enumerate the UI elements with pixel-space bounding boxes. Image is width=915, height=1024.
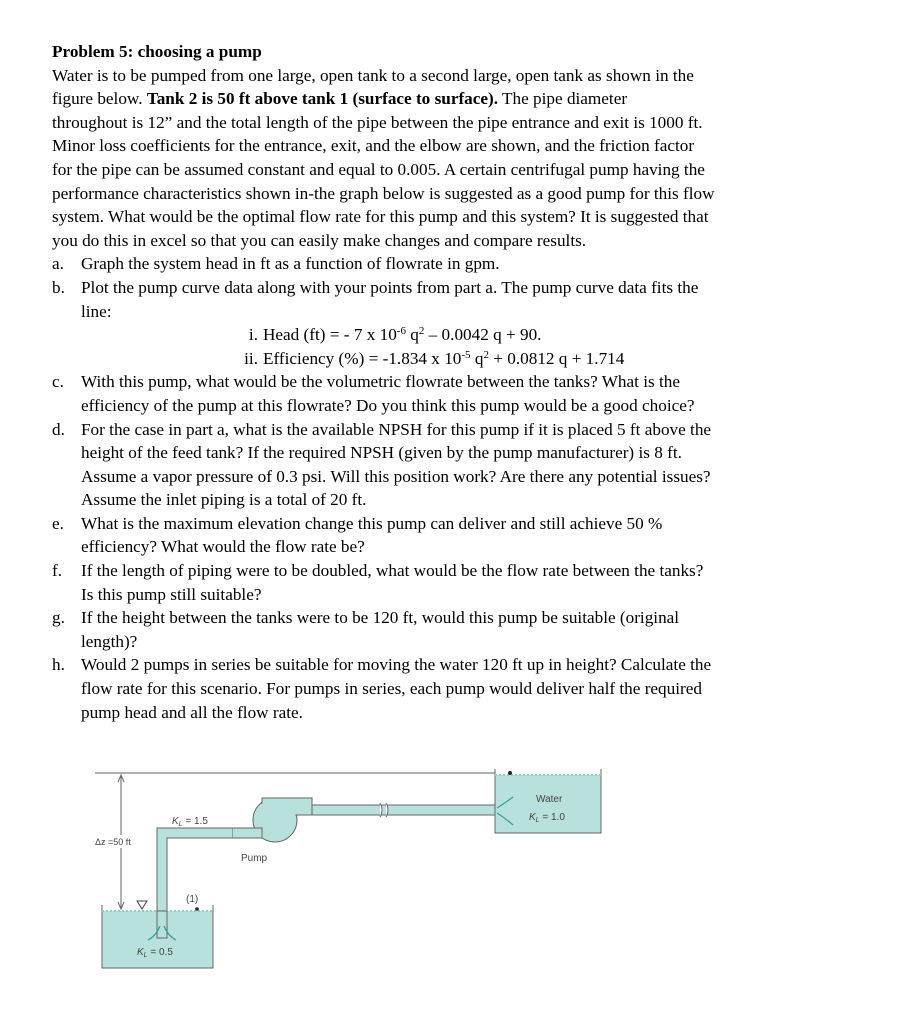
formula-text: q — [470, 348, 484, 368]
pump-label: Pump — [241, 853, 268, 864]
part-text: Assume a vapor pressure of 0.3 psi. Will this position work? Are there any potential issues? — [81, 466, 711, 486]
part-text: height of the feed tank? If the required NPSH (given by the pump manufacturer) is 8 ft. — [81, 443, 682, 463]
entrance-loss-label: $K_L = 0.5$ — [137, 947, 173, 959]
formula-label: i. — [248, 325, 258, 345]
part-label: c. — [52, 372, 64, 392]
part-text: Plot the pump curve data along with your points from part a. The pump curve data fits the — [81, 277, 699, 297]
part-text: Assume the inlet piping is a total of 20 ft. — [81, 490, 367, 510]
formula-text: – 0.0042 q + 90. — [424, 325, 542, 345]
elevation-label: Δz =50 ft — [95, 837, 131, 847]
intro-line: you do this in excel so that you can easily make changes and compare results. — [52, 230, 587, 250]
part-text: efficiency? What would the flow rate be? — [81, 537, 365, 557]
formula-text: q — [405, 325, 419, 345]
part-label: h. — [52, 655, 65, 675]
formula-exponent: 2 — [418, 325, 425, 338]
intro-text: The pipe diameter — [498, 89, 628, 109]
intro-line: throughout is 12” and the total length of the pipe between the pipe entrance and exit is 1000 ft. — [52, 112, 703, 132]
formula-label: ii. — [244, 348, 258, 368]
formula-exponent: -6 — [396, 325, 406, 338]
part-label: d. — [52, 419, 65, 439]
formula-text: + 0.0812 q + 1.714 — [488, 348, 625, 368]
intro-line: Minor loss coefficients for the entrance, exit, and the elbow are shown, and the friction factor — [52, 136, 695, 156]
discharge-pipe — [312, 805, 495, 815]
point-1-label: (1) — [186, 894, 199, 905]
part-text: For the case in part a, what is the available NPSH for this pump if it is placed 5 ft above the — [81, 419, 712, 439]
tank-2-surface-point — [508, 771, 512, 775]
part-text: Is this pump still suitable? — [81, 584, 262, 604]
part-text: pump head and all the flow rate. — [81, 702, 303, 722]
exit-loss-label: $K_L = 1.0$ — [529, 812, 565, 824]
formula-exponent: 2 — [483, 348, 489, 361]
formula-text: Head (ft) = - 7 x 10 — [263, 325, 397, 345]
part-label: g. — [52, 608, 65, 628]
water-label: Water — [536, 794, 563, 805]
part-text: If the length of piping were to be doubled, what would be the flow rate between the tanks? — [81, 561, 704, 581]
formula-exponent: -5 — [461, 348, 471, 361]
part-text: What is the maximum elevation change this pump can deliver and still achieve 50 % — [81, 513, 663, 533]
elbow-loss-label: $K_L = 1.5$ — [172, 816, 208, 828]
intro-text: figure below. — [52, 89, 147, 109]
surface-marker-icon — [137, 901, 147, 909]
part-label: b. — [52, 277, 65, 297]
problem-title: Problem 5: choosing a pump — [52, 42, 262, 61]
intro-line: performance characteristics shown in-the graph below is suggested as a good pump for this flow — [52, 183, 715, 203]
pump-inlet — [232, 828, 262, 838]
formula-text: Efficiency (%) = -1.834 x 10 — [263, 348, 462, 368]
part-text: If the height between the tanks were to be 120 ft, would this pump be suitable (original — [81, 608, 680, 628]
part-label: e. — [52, 513, 64, 533]
intro-bold-text: Tank 2 is 50 ft above tank 1 (surface to surface). — [146, 89, 499, 109]
point-1-marker — [195, 907, 199, 911]
intro-line: system. What would be the optimal flow rate for this pump and this system? It is suggested that — [52, 207, 709, 227]
intro-line: for the pipe can be assumed constant and equal to 0.005. A certain centrifugal pump having the — [52, 159, 705, 179]
intro-line: Water is to be pumped from one large, open tank to a second large, open tank as shown in the — [52, 65, 694, 85]
part-text: With this pump, what would be the volumetric flowrate between the tanks? What is the — [81, 372, 680, 392]
part-text: Graph the system head in ft as a function of flowrate in gpm. — [81, 254, 500, 274]
part-text: efficiency of the pump at this flowrate? Do you think this pump would be a good choice? — [81, 395, 695, 415]
part-text: flow rate for this scenario. For pumps in series, each pump would deliver half the required — [81, 679, 702, 699]
part-label: a. — [52, 254, 64, 274]
part-label: f. — [52, 561, 63, 581]
part-text: length)? — [81, 631, 138, 651]
suction-pipe-in-tank — [157, 911, 167, 938]
part-text: Would 2 pumps in series be suitable for moving the water 120 ft up in height? Calculate the — [81, 655, 712, 675]
part-text: line: — [81, 301, 112, 321]
